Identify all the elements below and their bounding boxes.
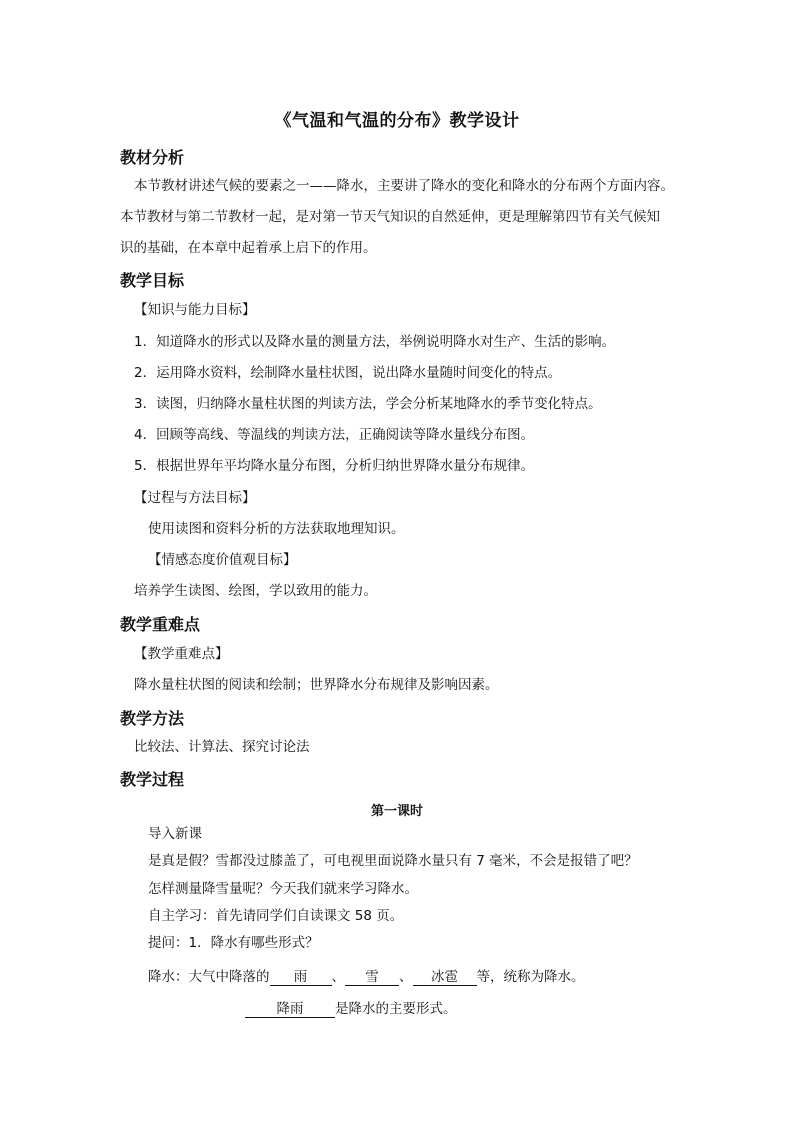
emotion-goal-text: 培养学生读图、绘图，学以致用的能力。: [134, 583, 377, 599]
heading-analysis: 教材分析: [120, 148, 185, 167]
lesson-title: 第一课时: [370, 804, 423, 819]
separator-1: 、: [331, 969, 345, 985]
goal-item-3: 3．读图，归纳降水量柱状图的判读方法，学会分析某地降水的季节变化特点。: [134, 396, 602, 412]
fill-prefix: 降水：大气中降落的: [148, 969, 270, 985]
blank-rainfall: 降雨: [245, 1001, 335, 1018]
process-goal-text: 使用读图和资料分析的方法获取地理知识。: [148, 521, 405, 537]
separator-2: 、: [399, 969, 413, 985]
intro-label: 导入新课: [148, 826, 202, 842]
heading-keypoints: 教学重难点: [120, 615, 201, 634]
analysis-line-2: 本节教材与第二节教材一起，是对第一节天气知识的自然延伸，更是理解第四节有关气候知: [120, 209, 660, 225]
blank-snow: 雪: [345, 969, 399, 986]
process-line-1: 是真是假？雪都没过膝盖了，可电视里面说降水量只有 7 毫米，不会是报错了吧？: [148, 853, 638, 869]
goal-item-5: 5．根据世界年平均降水量分布图，分析归纳世界降水量分布规律。: [134, 458, 535, 474]
methods-text: 比较法、计算法、探究讨论法: [134, 739, 310, 755]
heading-process: 教学过程: [120, 770, 185, 789]
keypoints-text: 降水量柱状图的阅读和绘制；世界降水分布规律及影响因素。: [134, 677, 499, 693]
heading-goals: 教学目标: [120, 271, 185, 290]
process-goal-label: 【过程与方法目标】: [134, 490, 256, 506]
main-form-line: [245, 1000, 457, 1018]
heading-methods: 教学方法: [120, 709, 185, 728]
blank-rain: 雨: [270, 969, 332, 986]
process-line-3: 自主学习：首先请同学们自读课文 58 页。: [148, 908, 404, 924]
process-line-2: 怎样测量降雪量呢？今天我们就来学习降水。: [148, 881, 418, 897]
analysis-line-1: 本节教材讲述气候的要素之一——降水，主要讲了降水的变化和降水的分布两个方面内容。: [134, 178, 674, 194]
keypoints-label: 【教学重难点】: [134, 646, 229, 662]
blank-hail: 冰雹: [413, 969, 477, 986]
knowledge-goal-label: 【知识与能力目标】: [134, 302, 256, 318]
emotion-goal-label: 【情感态度价值观目标】: [148, 552, 297, 568]
fill-blank-line: [148, 968, 585, 986]
process-line-4: 提问：1．降水有哪些形式？: [148, 935, 319, 951]
analysis-line-3: 识的基础，在本章中起着承上启下的作用。: [120, 240, 377, 256]
goal-item-2: 2．运用降水资料，绘制降水量柱状图，说出降水量随时间变化的特点。: [134, 365, 562, 381]
page-title: 《气温和气温的分布》教学设计: [274, 111, 520, 131]
goal-item-1: 1．知道降水的形式以及降水量的测量方法，举例说明降水对生产、生活的影响。: [134, 334, 616, 350]
goal-item-4: 4．回顾等高线、等温线的判读方法，正确阅读等降水量线分布图。: [134, 427, 535, 443]
main-form-suffix: 是降水的主要形式。: [335, 1001, 457, 1017]
fill-suffix: 等，统称为降水。: [476, 969, 585, 985]
